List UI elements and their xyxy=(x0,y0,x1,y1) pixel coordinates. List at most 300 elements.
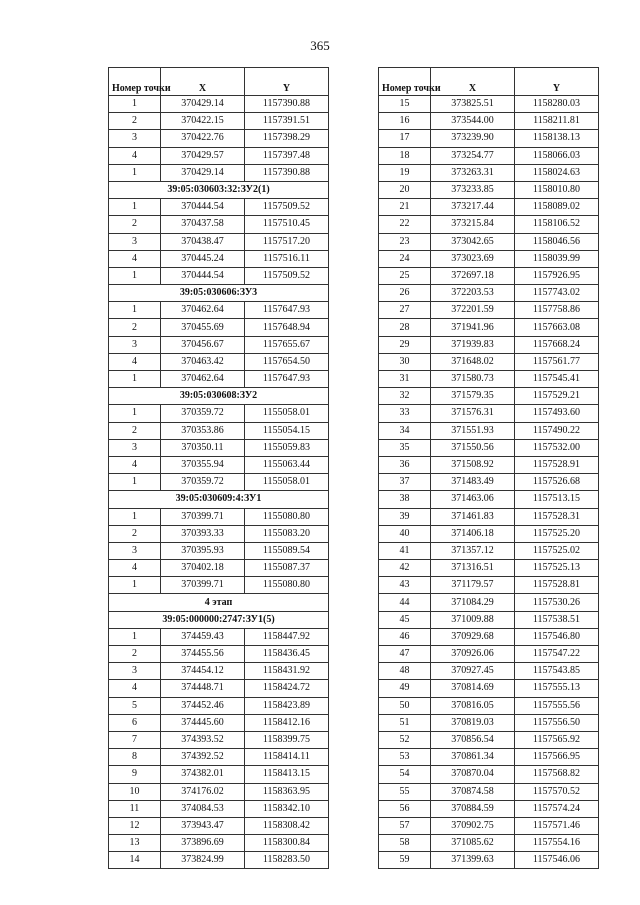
y-coordinate-cell: 1158363.95 xyxy=(245,783,329,800)
point-number-cell: 23 xyxy=(379,233,431,250)
y-coordinate-cell: 1158010.80 xyxy=(515,181,599,198)
table-row xyxy=(379,439,599,456)
table-row xyxy=(379,663,599,680)
point-number-cell: 1 xyxy=(109,577,161,594)
point-number-cell: 21 xyxy=(379,199,431,216)
table-row xyxy=(109,353,329,370)
y-coordinate-cell: 1158046.56 xyxy=(515,233,599,250)
y-coordinate-cell: 1158039.99 xyxy=(515,250,599,267)
section-title: 39:05:000000:2747:ЗУ1(5) xyxy=(109,611,329,628)
table-row xyxy=(109,405,329,422)
x-coordinate-cell: 370444.54 xyxy=(161,267,245,284)
header-x: X xyxy=(161,68,245,96)
section-title: 39:05:030608:ЗУ2 xyxy=(109,388,329,405)
point-number-cell: 34 xyxy=(379,422,431,439)
table-row xyxy=(109,371,329,388)
table-row xyxy=(109,766,329,783)
point-number-cell: 15 xyxy=(379,96,431,113)
table-row xyxy=(379,491,599,508)
table-row xyxy=(109,714,329,731)
point-number-cell: 4 xyxy=(109,147,161,164)
x-coordinate-cell: 370861.34 xyxy=(431,749,515,766)
point-number-cell: 4 xyxy=(109,456,161,473)
table-row xyxy=(109,783,329,800)
y-coordinate-cell: 1157555.56 xyxy=(515,697,599,714)
table-row xyxy=(109,96,329,113)
x-coordinate-cell: 374382.01 xyxy=(161,766,245,783)
x-coordinate-cell: 371579.35 xyxy=(431,388,515,405)
y-coordinate-cell: 1157654.50 xyxy=(245,353,329,370)
section-header-row xyxy=(109,388,329,405)
point-number-cell: 50 xyxy=(379,697,431,714)
x-coordinate-cell: 374459.43 xyxy=(161,628,245,645)
y-coordinate-cell: 1157663.08 xyxy=(515,319,599,336)
y-coordinate-cell: 1157513.15 xyxy=(515,491,599,508)
section-header-row xyxy=(109,594,329,611)
point-number-cell: 44 xyxy=(379,594,431,611)
section-header-row xyxy=(109,285,329,302)
y-coordinate-cell: 1155063.44 xyxy=(245,456,329,473)
table-row xyxy=(379,285,599,302)
point-number-cell: 27 xyxy=(379,302,431,319)
point-number-cell: 41 xyxy=(379,542,431,559)
point-number-cell: 1 xyxy=(109,405,161,422)
x-coordinate-cell: 373896.69 xyxy=(161,835,245,852)
table-row xyxy=(109,302,329,319)
x-coordinate-cell: 374084.53 xyxy=(161,800,245,817)
point-number-cell: 7 xyxy=(109,731,161,748)
point-number-cell: 13 xyxy=(109,835,161,852)
x-coordinate-cell: 374445.60 xyxy=(161,714,245,731)
point-number-cell: 3 xyxy=(109,542,161,559)
point-number-cell: 55 xyxy=(379,783,431,800)
table-row xyxy=(109,525,329,542)
y-coordinate-cell: 1157546.06 xyxy=(515,852,599,869)
coordinates-table-left xyxy=(108,67,329,869)
y-coordinate-cell: 1155087.37 xyxy=(245,560,329,577)
y-coordinate-cell: 1157547.22 xyxy=(515,646,599,663)
section-header-row xyxy=(109,611,329,628)
table-row xyxy=(379,336,599,353)
y-coordinate-cell: 1157556.50 xyxy=(515,714,599,731)
table-row xyxy=(379,542,599,559)
x-coordinate-cell: 373825.51 xyxy=(431,96,515,113)
y-coordinate-cell: 1158447.92 xyxy=(245,628,329,645)
table-row xyxy=(379,817,599,834)
table-row xyxy=(109,749,329,766)
point-number-cell: 4 xyxy=(109,560,161,577)
point-number-cell: 10 xyxy=(109,783,161,800)
table-row xyxy=(379,628,599,645)
y-coordinate-cell: 1157926.95 xyxy=(515,267,599,284)
x-coordinate-cell: 371009.88 xyxy=(431,611,515,628)
point-number-cell: 17 xyxy=(379,130,431,147)
point-number-cell: 20 xyxy=(379,181,431,198)
table-row xyxy=(109,199,329,216)
point-number-cell: 26 xyxy=(379,285,431,302)
point-number-cell: 4 xyxy=(109,250,161,267)
y-coordinate-cell: 1157571.46 xyxy=(515,817,599,834)
point-number-cell: 33 xyxy=(379,405,431,422)
y-coordinate-cell: 1158424.72 xyxy=(245,680,329,697)
point-number-cell: 58 xyxy=(379,835,431,852)
table-row xyxy=(379,697,599,714)
table-row xyxy=(379,766,599,783)
y-coordinate-cell: 1157543.85 xyxy=(515,663,599,680)
x-coordinate-cell: 371580.73 xyxy=(431,371,515,388)
point-number-cell: 56 xyxy=(379,800,431,817)
y-coordinate-cell: 1157566.95 xyxy=(515,749,599,766)
point-number-cell: 14 xyxy=(109,852,161,869)
table-row xyxy=(379,388,599,405)
y-coordinate-cell: 1157397.48 xyxy=(245,147,329,164)
y-coordinate-cell: 1157648.94 xyxy=(245,319,329,336)
x-coordinate-cell: 370444.54 xyxy=(161,199,245,216)
x-coordinate-cell: 370422.76 xyxy=(161,130,245,147)
table-row xyxy=(379,353,599,370)
y-coordinate-cell: 1157528.91 xyxy=(515,456,599,473)
x-coordinate-cell: 370350.11 xyxy=(161,439,245,456)
y-coordinate-cell: 1157391.51 xyxy=(245,113,329,130)
table-row xyxy=(109,250,329,267)
x-coordinate-cell: 370884.59 xyxy=(431,800,515,817)
section-title: 39:05:030603:32:ЗУ2(1) xyxy=(109,181,329,198)
table-row xyxy=(379,319,599,336)
header-point-number: Номер точки xyxy=(379,68,431,96)
table-row xyxy=(109,680,329,697)
table-row xyxy=(379,233,599,250)
y-coordinate-cell: 1155058.01 xyxy=(245,474,329,491)
y-coordinate-cell: 1158211.81 xyxy=(515,113,599,130)
x-coordinate-cell: 372203.53 xyxy=(431,285,515,302)
point-number-cell: 3 xyxy=(109,336,161,353)
x-coordinate-cell: 373254.77 xyxy=(431,147,515,164)
table-row xyxy=(379,371,599,388)
point-number-cell: 2 xyxy=(109,319,161,336)
y-coordinate-cell: 1158280.03 xyxy=(515,96,599,113)
y-coordinate-cell: 1158066.03 xyxy=(515,147,599,164)
y-coordinate-cell: 1157490.22 xyxy=(515,422,599,439)
table-row xyxy=(379,646,599,663)
section-title: 39:05:030609:4:ЗУ1 xyxy=(109,491,329,508)
point-number-cell: 8 xyxy=(109,749,161,766)
point-number-cell: 24 xyxy=(379,250,431,267)
table-row xyxy=(109,267,329,284)
x-coordinate-cell: 374455.56 xyxy=(161,646,245,663)
point-number-cell: 35 xyxy=(379,439,431,456)
point-number-cell: 6 xyxy=(109,714,161,731)
x-coordinate-cell: 373217.44 xyxy=(431,199,515,216)
section-title: 4 этап xyxy=(109,594,329,611)
point-number-cell: 18 xyxy=(379,147,431,164)
y-coordinate-cell: 1157517.20 xyxy=(245,233,329,250)
x-coordinate-cell: 370927.45 xyxy=(431,663,515,680)
table-row xyxy=(379,714,599,731)
y-coordinate-cell: 1157758.86 xyxy=(515,302,599,319)
x-coordinate-cell: 370359.72 xyxy=(161,405,245,422)
point-number-cell: 36 xyxy=(379,456,431,473)
table-row xyxy=(109,508,329,525)
x-coordinate-cell: 371357.12 xyxy=(431,542,515,559)
point-number-cell: 51 xyxy=(379,714,431,731)
x-coordinate-cell: 370816.05 xyxy=(431,697,515,714)
x-coordinate-cell: 370359.72 xyxy=(161,474,245,491)
y-coordinate-cell: 1155083.20 xyxy=(245,525,329,542)
x-coordinate-cell: 371179.57 xyxy=(431,577,515,594)
x-coordinate-cell: 370429.14 xyxy=(161,164,245,181)
header-x: X xyxy=(431,68,515,96)
x-coordinate-cell: 370455.69 xyxy=(161,319,245,336)
y-coordinate-cell: 1158283.50 xyxy=(245,852,329,869)
table-row xyxy=(379,835,599,852)
point-number-cell: 42 xyxy=(379,560,431,577)
header-y: Y xyxy=(515,68,599,96)
x-coordinate-cell: 373263.31 xyxy=(431,164,515,181)
y-coordinate-cell: 1158024.63 xyxy=(515,164,599,181)
y-coordinate-cell: 1157529.21 xyxy=(515,388,599,405)
y-coordinate-cell: 1155080.80 xyxy=(245,577,329,594)
table-row xyxy=(379,199,599,216)
y-coordinate-cell: 1157532.00 xyxy=(515,439,599,456)
table-row xyxy=(379,164,599,181)
point-number-cell: 2 xyxy=(109,525,161,542)
y-coordinate-cell: 1157655.67 xyxy=(245,336,329,353)
x-coordinate-cell: 370463.42 xyxy=(161,353,245,370)
x-coordinate-cell: 370355.94 xyxy=(161,456,245,473)
x-coordinate-cell: 374176.02 xyxy=(161,783,245,800)
y-coordinate-cell: 1158342.10 xyxy=(245,800,329,817)
point-number-cell: 3 xyxy=(109,439,161,456)
point-number-cell: 11 xyxy=(109,800,161,817)
y-coordinate-cell: 1158300.84 xyxy=(245,835,329,852)
point-number-cell: 37 xyxy=(379,474,431,491)
table-row xyxy=(379,680,599,697)
x-coordinate-cell: 373544.00 xyxy=(431,113,515,130)
x-coordinate-cell: 373239.90 xyxy=(431,130,515,147)
table-row xyxy=(379,130,599,147)
y-coordinate-cell: 1157398.29 xyxy=(245,130,329,147)
x-coordinate-cell: 370399.71 xyxy=(161,508,245,525)
y-coordinate-cell: 1158399.75 xyxy=(245,731,329,748)
x-coordinate-cell: 371463.06 xyxy=(431,491,515,508)
point-number-cell: 3 xyxy=(109,663,161,680)
x-coordinate-cell: 371551.93 xyxy=(431,422,515,439)
table-header-row xyxy=(109,68,329,96)
x-coordinate-cell: 370819.03 xyxy=(431,714,515,731)
table-row xyxy=(379,852,599,869)
point-number-cell: 47 xyxy=(379,646,431,663)
y-coordinate-cell: 1155054.15 xyxy=(245,422,329,439)
y-coordinate-cell: 1158423.89 xyxy=(245,697,329,714)
point-number-cell: 22 xyxy=(379,216,431,233)
point-number-cell: 3 xyxy=(109,233,161,250)
table-header-row xyxy=(379,68,599,96)
x-coordinate-cell: 370874.58 xyxy=(431,783,515,800)
point-number-cell: 39 xyxy=(379,508,431,525)
point-number-cell: 3 xyxy=(109,130,161,147)
table-row xyxy=(379,611,599,628)
x-coordinate-cell: 371550.56 xyxy=(431,439,515,456)
table-row xyxy=(379,783,599,800)
x-coordinate-cell: 370395.93 xyxy=(161,542,245,559)
table-row xyxy=(109,663,329,680)
point-number-cell: 54 xyxy=(379,766,431,783)
table-row xyxy=(379,96,599,113)
table-row xyxy=(109,560,329,577)
y-coordinate-cell: 1157525.02 xyxy=(515,542,599,559)
header-y: Y xyxy=(245,68,329,96)
y-coordinate-cell: 1157526.68 xyxy=(515,474,599,491)
table-row xyxy=(109,422,329,439)
y-coordinate-cell: 1157538.51 xyxy=(515,611,599,628)
table-body xyxy=(109,96,329,869)
table-row xyxy=(379,525,599,542)
x-coordinate-cell: 371406.18 xyxy=(431,525,515,542)
y-coordinate-cell: 1157525.20 xyxy=(515,525,599,542)
y-coordinate-cell: 1158308.42 xyxy=(245,817,329,834)
x-coordinate-cell: 372697.18 xyxy=(431,267,515,284)
x-coordinate-cell: 370462.64 xyxy=(161,371,245,388)
table-row xyxy=(109,697,329,714)
table-row xyxy=(109,542,329,559)
x-coordinate-cell: 370429.14 xyxy=(161,96,245,113)
point-number-cell: 49 xyxy=(379,680,431,697)
x-coordinate-cell: 370429.57 xyxy=(161,147,245,164)
y-coordinate-cell: 1155089.54 xyxy=(245,542,329,559)
table-row xyxy=(109,319,329,336)
y-coordinate-cell: 1157509.52 xyxy=(245,199,329,216)
point-number-cell: 1 xyxy=(109,267,161,284)
y-coordinate-cell: 1157528.81 xyxy=(515,577,599,594)
x-coordinate-cell: 370870.04 xyxy=(431,766,515,783)
x-coordinate-cell: 370929.68 xyxy=(431,628,515,645)
y-coordinate-cell: 1158414.11 xyxy=(245,749,329,766)
point-number-cell: 48 xyxy=(379,663,431,680)
x-coordinate-cell: 371576.31 xyxy=(431,405,515,422)
x-coordinate-cell: 373824.99 xyxy=(161,852,245,869)
x-coordinate-cell: 370399.71 xyxy=(161,577,245,594)
x-coordinate-cell: 370814.69 xyxy=(431,680,515,697)
y-coordinate-cell: 1157554.16 xyxy=(515,835,599,852)
table-row xyxy=(109,852,329,869)
table-row xyxy=(109,336,329,353)
point-number-cell: 46 xyxy=(379,628,431,645)
point-number-cell: 30 xyxy=(379,353,431,370)
point-number-cell: 1 xyxy=(109,164,161,181)
point-number-cell: 1 xyxy=(109,371,161,388)
point-number-cell: 43 xyxy=(379,577,431,594)
x-coordinate-cell: 370353.86 xyxy=(161,422,245,439)
point-number-cell: 12 xyxy=(109,817,161,834)
y-coordinate-cell: 1155058.01 xyxy=(245,405,329,422)
x-coordinate-cell: 374452.46 xyxy=(161,697,245,714)
table-row xyxy=(379,405,599,422)
point-number-cell: 16 xyxy=(379,113,431,130)
x-coordinate-cell: 374392.52 xyxy=(161,749,245,766)
x-coordinate-cell: 370462.64 xyxy=(161,302,245,319)
x-coordinate-cell: 373042.65 xyxy=(431,233,515,250)
point-number-cell: 25 xyxy=(379,267,431,284)
table-row xyxy=(379,113,599,130)
point-number-cell: 2 xyxy=(109,113,161,130)
y-coordinate-cell: 1158138.13 xyxy=(515,130,599,147)
point-number-cell: 29 xyxy=(379,336,431,353)
point-number-cell: 5 xyxy=(109,697,161,714)
table-row xyxy=(379,147,599,164)
table-row xyxy=(379,267,599,284)
table-row xyxy=(109,164,329,181)
table-body xyxy=(379,96,599,869)
y-coordinate-cell: 1157743.02 xyxy=(515,285,599,302)
x-coordinate-cell: 370445.24 xyxy=(161,250,245,267)
x-coordinate-cell: 371085.62 xyxy=(431,835,515,852)
x-coordinate-cell: 371084.29 xyxy=(431,594,515,611)
y-coordinate-cell: 1157565.92 xyxy=(515,731,599,748)
y-coordinate-cell: 1157647.93 xyxy=(245,371,329,388)
table-row xyxy=(109,439,329,456)
y-coordinate-cell: 1157510.45 xyxy=(245,216,329,233)
x-coordinate-cell: 372201.59 xyxy=(431,302,515,319)
table-row xyxy=(109,577,329,594)
point-number-cell: 2 xyxy=(109,422,161,439)
table-row xyxy=(379,422,599,439)
x-coordinate-cell: 371941.96 xyxy=(431,319,515,336)
table-row xyxy=(109,216,329,233)
x-coordinate-cell: 370393.33 xyxy=(161,525,245,542)
point-number-cell: 38 xyxy=(379,491,431,508)
table-row xyxy=(109,456,329,473)
x-coordinate-cell: 370422.15 xyxy=(161,113,245,130)
table-row xyxy=(379,731,599,748)
point-number-cell: 31 xyxy=(379,371,431,388)
x-coordinate-cell: 371461.83 xyxy=(431,508,515,525)
table-row xyxy=(379,181,599,198)
table-row xyxy=(109,800,329,817)
point-number-cell: 2 xyxy=(109,646,161,663)
table-row xyxy=(379,216,599,233)
y-coordinate-cell: 1157668.24 xyxy=(515,336,599,353)
header-point-number: Номер точки xyxy=(109,68,161,96)
x-coordinate-cell: 374393.52 xyxy=(161,731,245,748)
x-coordinate-cell: 370902.75 xyxy=(431,817,515,834)
y-coordinate-cell: 1155059.83 xyxy=(245,439,329,456)
table-row xyxy=(379,508,599,525)
table-row xyxy=(109,835,329,852)
table-row xyxy=(379,250,599,267)
y-coordinate-cell: 1157570.52 xyxy=(515,783,599,800)
y-coordinate-cell: 1157516.11 xyxy=(245,250,329,267)
y-coordinate-cell: 1158436.45 xyxy=(245,646,329,663)
table-row xyxy=(109,731,329,748)
point-number-cell: 57 xyxy=(379,817,431,834)
table-row xyxy=(109,130,329,147)
x-coordinate-cell: 371648.02 xyxy=(431,353,515,370)
y-coordinate-cell: 1158089.02 xyxy=(515,199,599,216)
section-title: 39:05:030606:ЗУ3 xyxy=(109,285,329,302)
point-number-cell: 1 xyxy=(109,508,161,525)
table-row xyxy=(379,456,599,473)
point-number-cell: 40 xyxy=(379,525,431,542)
y-coordinate-cell: 1157574.24 xyxy=(515,800,599,817)
point-number-cell: 2 xyxy=(109,216,161,233)
point-number-cell: 59 xyxy=(379,852,431,869)
y-coordinate-cell: 1157546.80 xyxy=(515,628,599,645)
y-coordinate-cell: 1157390.88 xyxy=(245,164,329,181)
x-coordinate-cell: 371483.49 xyxy=(431,474,515,491)
point-number-cell: 28 xyxy=(379,319,431,336)
table-row xyxy=(109,113,329,130)
table-row xyxy=(379,577,599,594)
